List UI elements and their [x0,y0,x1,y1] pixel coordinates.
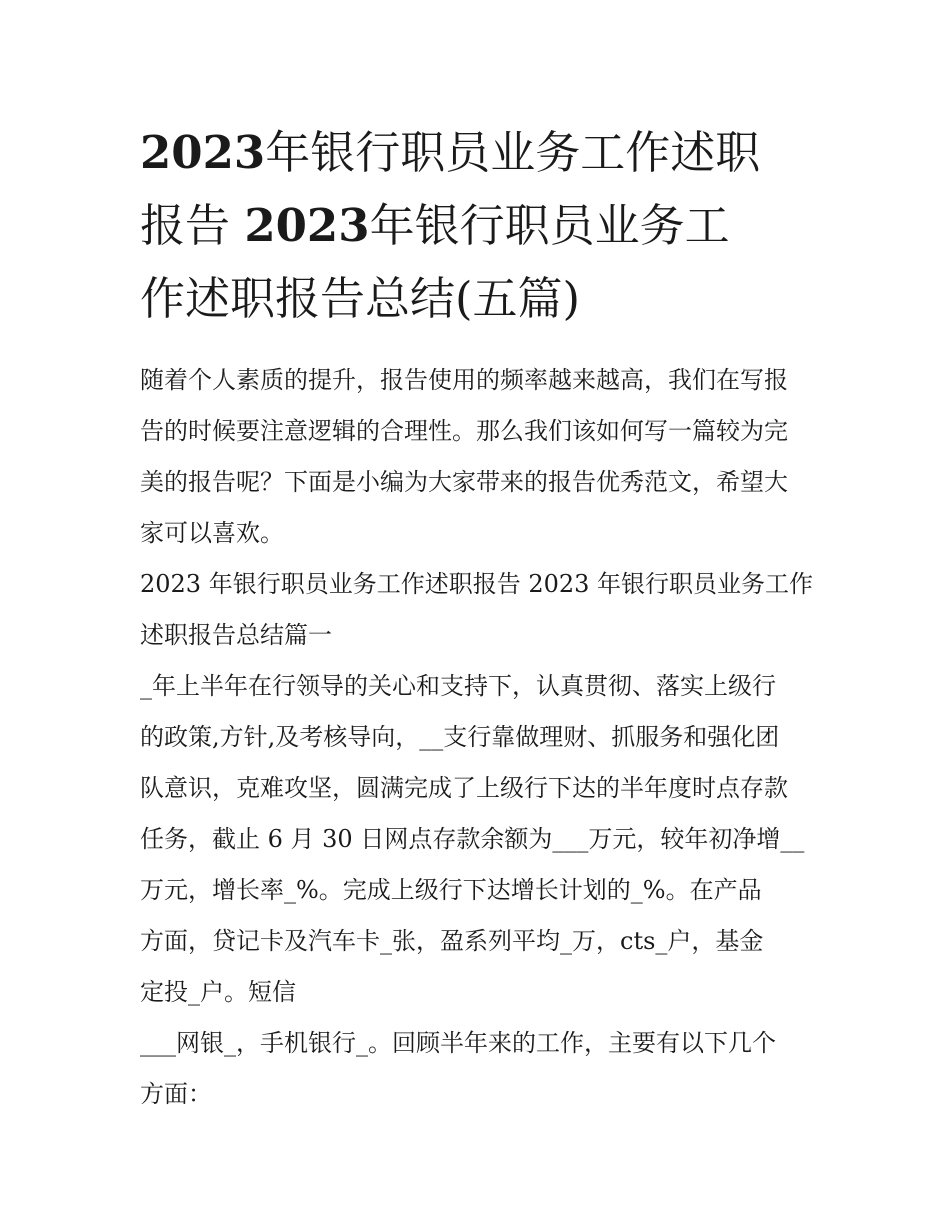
title-line-1 [140,116,820,189]
body-line: 的政策,方针,及考核导向，__支行靠做理财、抓服务和强化团 [140,723,780,751]
title-text: 作述职报告总结(五篇) [140,272,581,325]
body-line: 定投_户。短信 [140,978,296,1006]
title-prefix: 报告 [140,199,245,252]
section-heading-line: 2023 年银行职员业务工作述职报告 2023 年银行职员业务工作 [140,570,814,598]
body-line: 队意识，克难攻坚，圆满完成了上级行下达的半年度时点存款 [140,774,788,802]
section-heading-line: 述职报告总结篇一 [140,621,332,649]
title-line-3 [140,262,820,335]
body-line: 任务，截止 6 月 30 日网点存款余额为___万元，较年初净增__ [140,825,805,853]
body-line: ___网银_，手机银行_。回顾半年来的工作，主要有以下几个 [140,1029,776,1057]
intro-line: 家可以喜欢。 [140,519,284,547]
title-text: 年银行职员业务工 [369,199,730,252]
title-year: 2023 [140,126,266,179]
title-line-2 [140,189,820,262]
body-line: 方面： [140,1080,212,1108]
body-line: 万元，增长率_%。完成上级行下达增长计划的_%。在产品 [140,876,762,904]
body-line: 方面，贷记卡及汽车卡_张，盈系列平均_万，cts_户，基金 [140,927,764,955]
title-year: 2023 [244,199,370,252]
body-line: _年上半年在行领导的关心和支持下，认真贯彻、落实上级行 [140,672,776,700]
intro-line: 随着个人素质的提升，报告使用的频率越来越高，我们在写报 [140,366,788,394]
document-title [140,116,820,335]
title-text: 年银行职员业务工作述职 [265,126,761,179]
intro-line: 美的报告呢？下面是小编为大家带来的报告优秀范文，希望大 [140,468,788,496]
document-body [140,355,820,1120]
intro-line: 告的时候要注意逻辑的合理性。那么我们该如何写一篇较为完 [140,417,788,445]
